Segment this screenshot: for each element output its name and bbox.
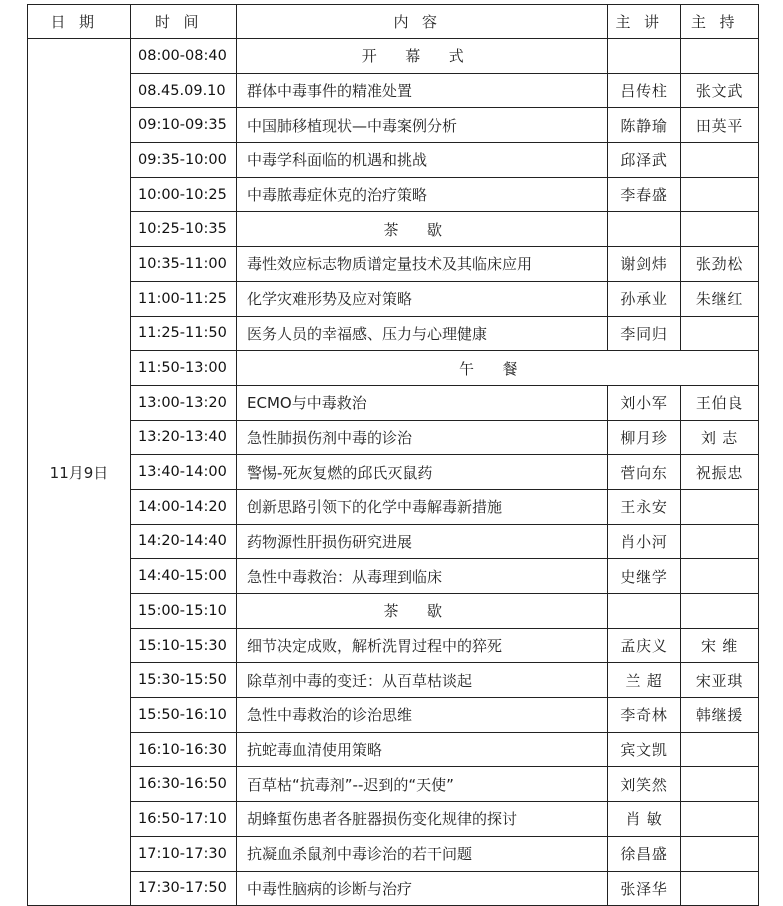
header-time: 时间 (131, 5, 237, 39)
time-cell: 14:00-14:20 (131, 489, 237, 524)
time-cell: 14:20-14:40 (131, 524, 237, 559)
host-cell (681, 871, 759, 906)
speaker-cell: 李春盛 (608, 177, 681, 212)
host-cell: 韩继援 (681, 698, 759, 733)
table-row (28, 767, 759, 802)
table-row (28, 871, 759, 906)
host-cell: 宋 维 (681, 628, 759, 663)
topic-cell: 急性肺损伤剂中毒的诊治 (237, 420, 608, 455)
table-row (28, 39, 759, 74)
host-cell: 王伯良 (681, 385, 759, 420)
table-row (28, 489, 759, 524)
speaker-cell: 谢剑炜 (608, 247, 681, 282)
host-cell (681, 212, 759, 247)
time-cell: 15:30-15:50 (131, 663, 237, 698)
time-cell: 08:00-08:40 (131, 39, 237, 74)
time-cell: 15:10-15:30 (131, 628, 237, 663)
time-cell: 17:30-17:50 (131, 871, 237, 906)
table-row (28, 698, 759, 733)
host-cell (681, 802, 759, 837)
table-row (28, 212, 759, 247)
time-cell: 16:30-16:50 (131, 767, 237, 802)
table-row (28, 108, 759, 143)
table-row (28, 281, 759, 316)
speaker-cell: 邱泽武 (608, 143, 681, 178)
time-cell: 09:10-09:35 (131, 108, 237, 143)
topic-cell: 胡蜂蜇伤患者各脏器损伤变化规律的探讨 (237, 802, 608, 837)
time-cell: 08.45.09.10 (131, 73, 237, 108)
host-cell: 张劲松 (681, 247, 759, 282)
host-cell (681, 836, 759, 871)
speaker-cell: 菅向东 (608, 455, 681, 490)
date-cell: 11月9日 (28, 39, 131, 906)
header-content: 内容 (237, 5, 608, 39)
time-cell: 13:40-14:00 (131, 455, 237, 490)
table-row (28, 247, 759, 282)
host-cell (681, 177, 759, 212)
speaker-cell: 陈静瑜 (608, 108, 681, 143)
host-cell (681, 594, 759, 629)
table-row (28, 663, 759, 698)
header-row (28, 5, 759, 39)
table-row (28, 732, 759, 767)
time-cell: 13:00-13:20 (131, 385, 237, 420)
table-row (28, 73, 759, 108)
header-speaker: 主讲 (608, 5, 681, 39)
time-cell: 15:50-16:10 (131, 698, 237, 733)
topic-cell: 中毒学科面临的机遇和挑战 (237, 143, 608, 178)
speaker-cell: 史继学 (608, 559, 681, 594)
header-host: 主持 (681, 5, 759, 39)
table-row (28, 420, 759, 455)
speaker-cell: 李同归 (608, 316, 681, 351)
session-break-label: 茶歇 (237, 594, 608, 629)
host-cell (681, 524, 759, 559)
host-cell (681, 316, 759, 351)
speaker-cell: 吕传柱 (608, 73, 681, 108)
table-row (28, 177, 759, 212)
time-cell: 11:00-11:25 (131, 281, 237, 316)
time-cell: 17:10-17:30 (131, 836, 237, 871)
host-cell (681, 489, 759, 524)
table-row (28, 836, 759, 871)
host-cell: 刘 志 (681, 420, 759, 455)
table-row (28, 628, 759, 663)
topic-cell: 毒性效应标志物质谱定量技术及其临床应用 (237, 247, 608, 282)
speaker-cell: 李奇林 (608, 698, 681, 733)
speaker-cell: 徐昌盛 (608, 836, 681, 871)
time-cell: 10:00-10:25 (131, 177, 237, 212)
speaker-cell: 张泽华 (608, 871, 681, 906)
host-cell (681, 559, 759, 594)
host-cell: 祝振忠 (681, 455, 759, 490)
time-cell: 09:35-10:00 (131, 143, 237, 178)
topic-cell: 急性中毒救治：从毒理到临床 (237, 559, 608, 594)
table-row (28, 559, 759, 594)
topic-cell: 化学灾难形势及应对策略 (237, 281, 608, 316)
topic-cell: 群体中毒事件的精准处置 (237, 73, 608, 108)
topic-cell: 药物源性肝损伤研究进展 (237, 524, 608, 559)
table-row (28, 316, 759, 351)
host-cell: 田英平 (681, 108, 759, 143)
time-cell: 10:35-11:00 (131, 247, 237, 282)
speaker-cell: 宾文凯 (608, 732, 681, 767)
session-break-label: 开幕式 (237, 39, 608, 74)
host-cell: 朱继红 (681, 281, 759, 316)
topic-cell: ECMO与中毒救治 (237, 385, 608, 420)
speaker-cell: 孟庆义 (608, 628, 681, 663)
table-row (28, 351, 759, 386)
topic-cell: 医务人员的幸福感、压力与心理健康 (237, 316, 608, 351)
speaker-cell (608, 594, 681, 629)
topic-cell: 中毒脓毒症休克的治疗策略 (237, 177, 608, 212)
speaker-cell: 刘笑然 (608, 767, 681, 802)
host-cell (681, 732, 759, 767)
time-cell: 16:10-16:30 (131, 732, 237, 767)
host-cell: 宋亚琪 (681, 663, 759, 698)
speaker-cell (608, 39, 681, 74)
speaker-cell: 刘小军 (608, 385, 681, 420)
table-row (28, 524, 759, 559)
topic-cell: 细节决定成败，解析洗胃过程中的猝死 (237, 628, 608, 663)
topic-cell: 抗蛇毒血清使用策略 (237, 732, 608, 767)
speaker-cell: 王永安 (608, 489, 681, 524)
header-date: 日期 (28, 5, 131, 39)
time-cell: 11:25-11:50 (131, 316, 237, 351)
table-row (28, 455, 759, 490)
time-cell: 11:50-13:00 (131, 351, 237, 386)
speaker-cell: 柳月珍 (608, 420, 681, 455)
topic-cell: 创新思路引领下的化学中毒解毒新措施 (237, 489, 608, 524)
host-cell (681, 143, 759, 178)
topic-cell: 除草剂中毒的变迁：从百草枯谈起 (237, 663, 608, 698)
session-break-label: 茶歇 (237, 212, 608, 247)
table-row (28, 385, 759, 420)
table-row (28, 143, 759, 178)
speaker-cell (608, 212, 681, 247)
time-cell: 16:50-17:10 (131, 802, 237, 837)
topic-cell: 抗凝血杀鼠剂中毒诊治的若干问题 (237, 836, 608, 871)
session-break-label: 午餐 (237, 351, 759, 386)
speaker-cell: 肖 敏 (608, 802, 681, 837)
host-cell: 张文武 (681, 73, 759, 108)
host-cell (681, 767, 759, 802)
time-cell: 15:00-15:10 (131, 594, 237, 629)
topic-cell: 警惕-死灰复燃的邱氏灭鼠药 (237, 455, 608, 490)
topic-cell: 中国肺移植现状—中毒案例分析 (237, 108, 608, 143)
time-cell: 14:40-15:00 (131, 559, 237, 594)
schedule-table (27, 4, 759, 906)
topic-cell: 百草枯“抗毒剂”--迟到的“天使” (237, 767, 608, 802)
speaker-cell: 兰 超 (608, 663, 681, 698)
table-row (28, 594, 759, 629)
speaker-cell: 孙承业 (608, 281, 681, 316)
topic-cell: 中毒性脑病的诊断与治疗 (237, 871, 608, 906)
host-cell (681, 39, 759, 74)
speaker-cell: 肖小河 (608, 524, 681, 559)
time-cell: 13:20-13:40 (131, 420, 237, 455)
table-row (28, 802, 759, 837)
topic-cell: 急性中毒救治的诊治思维 (237, 698, 608, 733)
time-cell: 10:25-10:35 (131, 212, 237, 247)
